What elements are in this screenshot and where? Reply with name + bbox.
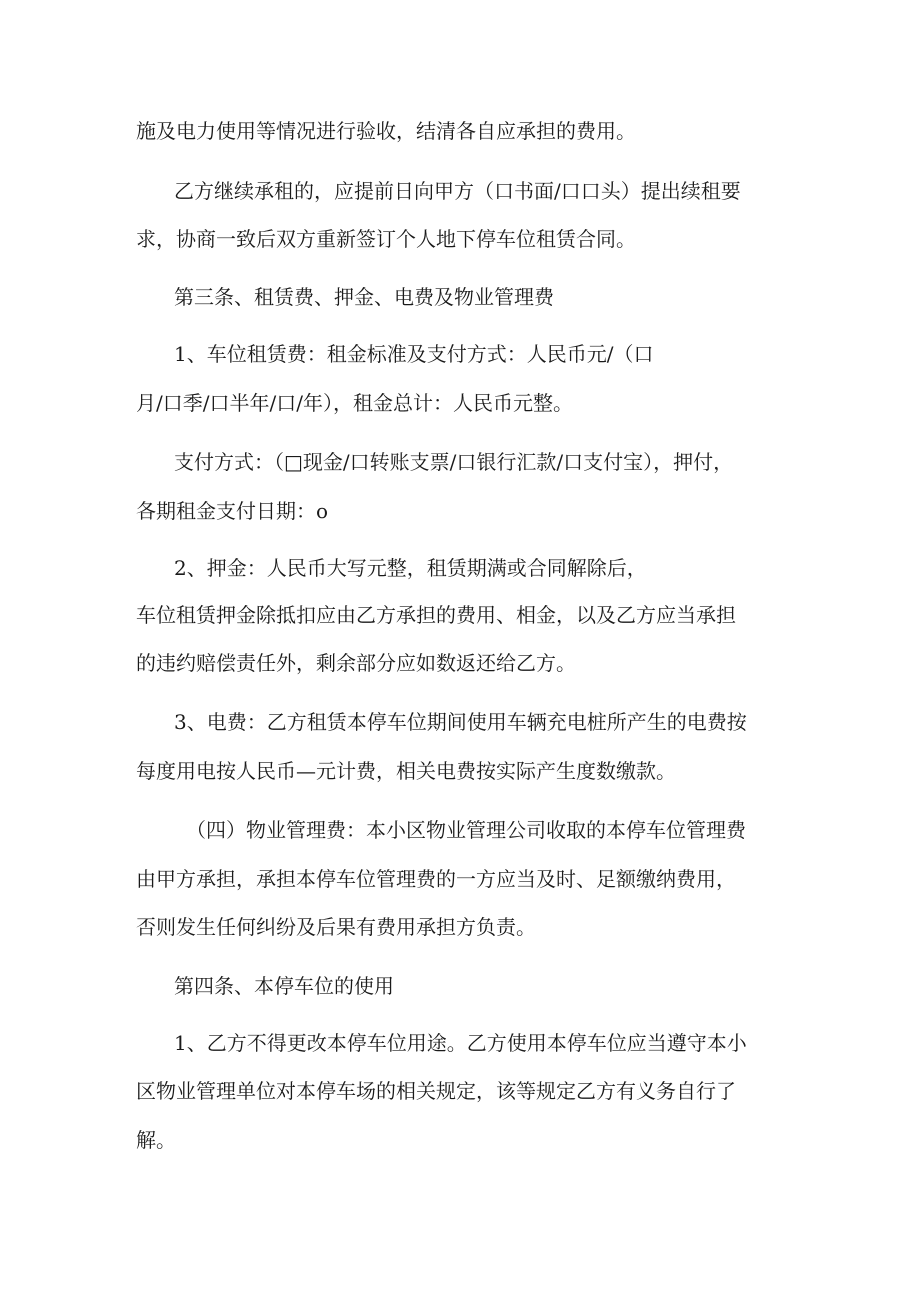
text-line: 支付方式：（□现金/口转账支票/口银行汇款/口支付宝），押付， xyxy=(174,450,734,474)
text-line: 3、电费：乙方租赁本停车位期间使用车辆充电桩所产生的电费按 xyxy=(174,710,747,734)
text-line: 1、车位租赁费：租金标准及支付方式：人民币元/（口 xyxy=(174,342,654,366)
text-line: 车位租赁押金除抵扣应由乙方承担的费用、相金，以及乙方应当承担 xyxy=(136,603,736,627)
text-line: 的违约赔偿责任外，剩余部分应如数返还给乙方。 xyxy=(136,651,576,675)
text-line: 乙方继续承租的，应提前日向甲方（口书面/口口头）提出续租要 xyxy=(174,179,741,203)
text-line: 1、乙方不得更改本停车位用途。乙方使用本停车位应当遵守本小 xyxy=(174,1031,747,1055)
text-line: 求，协商一致后双方重新签订个人地下停车位租赁合同。 xyxy=(136,227,636,251)
text-line: 各期租金支付日期：o xyxy=(136,499,329,523)
text-line: 否则发生任何纠纷及后果有费用承担方负责。 xyxy=(136,915,536,939)
text-line: 区物业管理单位对本停车场的相关规定，该等规定乙方有义务自行了 xyxy=(136,1079,736,1103)
text-line: 由甲方承担，承担本停车位管理费的一方应当及时、足额缴纳费用， xyxy=(136,867,736,891)
text-line: （四）物业管理费：本小区物业管理公司收取的本停车位管理费 xyxy=(186,818,746,842)
text-line: 月/口季/口半年/口/年），租金总计：人民币元整。 xyxy=(136,391,573,415)
text-line: 2、押金：人民币大写元整，租赁期满或合同解除后， xyxy=(174,556,647,580)
text-line: 解。 xyxy=(136,1128,176,1152)
text-line: 施及电力使用等情况进行验收，结清各自应承担的费用。 xyxy=(136,119,636,143)
section-heading: 第四条、本停车位的使用 xyxy=(174,974,394,998)
section-heading: 第三条、租赁费、押金、电费及物业管理费 xyxy=(174,285,554,309)
text-line: 每度用电按人民币—元计费，相关电费按实际产生度数缴款。 xyxy=(136,759,676,783)
